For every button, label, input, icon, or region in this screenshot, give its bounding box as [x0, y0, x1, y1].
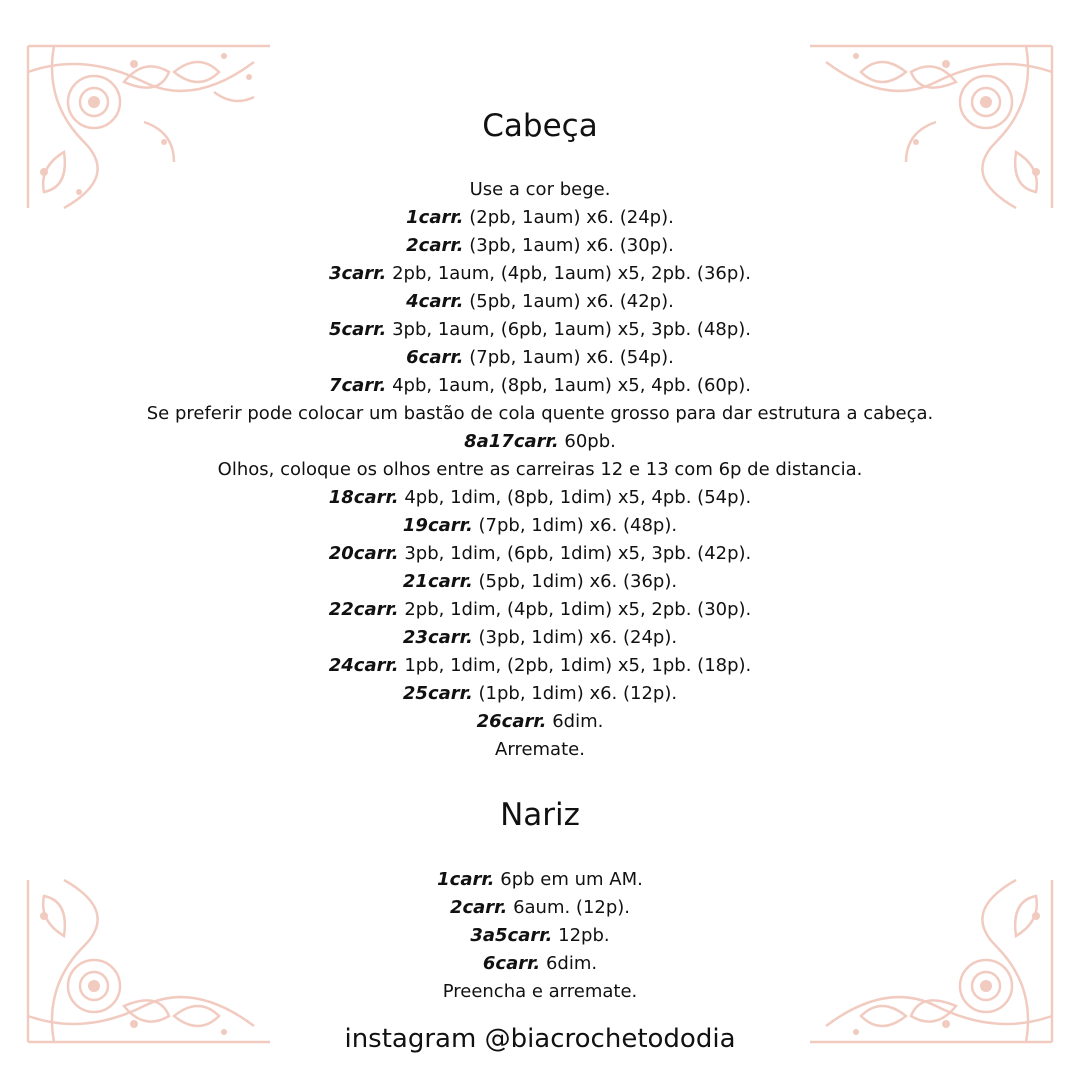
instruction-text: (2pb, 1aum) x6. (24p).: [469, 207, 674, 228]
instagram-handle: instagram @biacrochetododia: [344, 1024, 736, 1054]
round-label: 19carr.: [402, 515, 473, 536]
round-label: 5carr.: [328, 319, 387, 340]
instruction-line: [0, 866, 1080, 894]
round-label: 2carr.: [449, 897, 508, 918]
instruction-text: (5pb, 1dim) x6. (36p).: [478, 571, 678, 592]
round-label: 18carr.: [328, 487, 399, 508]
instruction-text: (1pb, 1dim) x6. (12p).: [478, 683, 678, 704]
instruction-text: Preencha e arremate.: [442, 981, 638, 1002]
instruction-line: [0, 204, 1080, 232]
instruction-text: 3pb, 1dim, (6pb, 1dim) x5, 3pb. (42p).: [404, 543, 752, 564]
round-label: 6carr.: [482, 953, 541, 974]
instruction-line: [0, 596, 1080, 624]
instruction-text: Arremate.: [495, 739, 585, 760]
instruction-text: 6dim.: [552, 711, 604, 732]
instruction-text: Se preferir pode colocar um bastão de cola quente grosso para dar estrutura a cabeça.: [146, 403, 934, 424]
round-label: 2carr.: [406, 235, 464, 256]
round-label: 22carr.: [328, 599, 399, 620]
head-instructions: [0, 176, 1080, 764]
instruction-line: [0, 372, 1080, 400]
instruction-line: [0, 456, 1080, 484]
instruction-line: [0, 624, 1080, 652]
instruction-line: [0, 176, 1080, 204]
round-label: 6carr.: [406, 347, 464, 368]
instruction-text: Olhos, coloque os olhos entre as carreiras 12 e 13 com 6p de distancia.: [217, 459, 863, 480]
instruction-text: 1pb, 1dim, (2pb, 1dim) x5, 1pb. (18p).: [404, 655, 752, 676]
instruction-line: [0, 232, 1080, 260]
instruction-text: 60pb.: [564, 431, 616, 452]
instruction-line: [0, 680, 1080, 708]
instruction-line: [0, 288, 1080, 316]
round-label: 24carr.: [328, 655, 399, 676]
instruction-text: (7pb, 1dim) x6. (48p).: [478, 515, 678, 536]
nose-instructions: [0, 866, 1080, 1006]
instruction-line: [0, 260, 1080, 288]
round-label: 1carr.: [437, 869, 495, 890]
instruction-text: 6dim.: [545, 953, 598, 974]
instruction-line: [0, 978, 1080, 1006]
round-label: 23carr.: [402, 627, 473, 648]
instruction-line: [0, 344, 1080, 372]
section-title-head: Cabeça: [482, 108, 598, 144]
instruction-line: [0, 316, 1080, 344]
instruction-line: [0, 950, 1080, 978]
instruction-line: [0, 652, 1080, 680]
instruction-text: (5pb, 1aum) x6. (42p).: [469, 291, 674, 312]
instruction-text: 12pb.: [558, 925, 610, 946]
instruction-text: 2pb, 1aum, (4pb, 1aum) x5, 2pb. (36p).: [392, 263, 752, 284]
round-label: 7carr.: [328, 375, 387, 396]
round-label: 26carr.: [476, 711, 547, 732]
instruction-line: [0, 568, 1080, 596]
instruction-line: [0, 894, 1080, 922]
round-label: 4carr.: [406, 291, 464, 312]
instruction-text: 4pb, 1aum, (8pb, 1aum) x5, 4pb. (60p).: [392, 375, 752, 396]
instruction-line: [0, 484, 1080, 512]
section-title-nose: Nariz: [500, 797, 580, 833]
round-label: 3a5carr.: [470, 925, 553, 946]
instruction-line: [0, 428, 1080, 456]
instruction-line: [0, 708, 1080, 736]
instruction-line: [0, 512, 1080, 540]
instruction-text: 3pb, 1aum, (6pb, 1aum) x5, 3pb. (48p).: [392, 319, 752, 340]
round-label: 8a17carr.: [464, 431, 559, 452]
round-label: 20carr.: [328, 543, 399, 564]
round-label: 21carr.: [402, 571, 473, 592]
instruction-text: 6pb em um AM.: [500, 869, 643, 890]
instruction-text: (7pb, 1aum) x6. (54p).: [469, 347, 674, 368]
instruction-text: Use a cor bege.: [469, 179, 611, 200]
instruction-line: [0, 540, 1080, 568]
instruction-text: (3pb, 1aum) x6. (30p).: [469, 235, 674, 256]
instruction-text: 4pb, 1dim, (8pb, 1dim) x5, 4pb. (54p).: [404, 487, 752, 508]
instruction-line: [0, 922, 1080, 950]
instruction-line: [0, 400, 1080, 428]
instruction-text: 2pb, 1dim, (4pb, 1dim) x5, 2pb. (30p).: [404, 599, 752, 620]
instruction-line: [0, 736, 1080, 764]
instruction-text: (3pb, 1dim) x6. (24p).: [478, 627, 678, 648]
round-label: 1carr.: [406, 207, 464, 228]
round-label: 25carr.: [402, 683, 473, 704]
round-label: 3carr.: [328, 263, 387, 284]
instruction-text: 6aum. (12p).: [513, 897, 631, 918]
